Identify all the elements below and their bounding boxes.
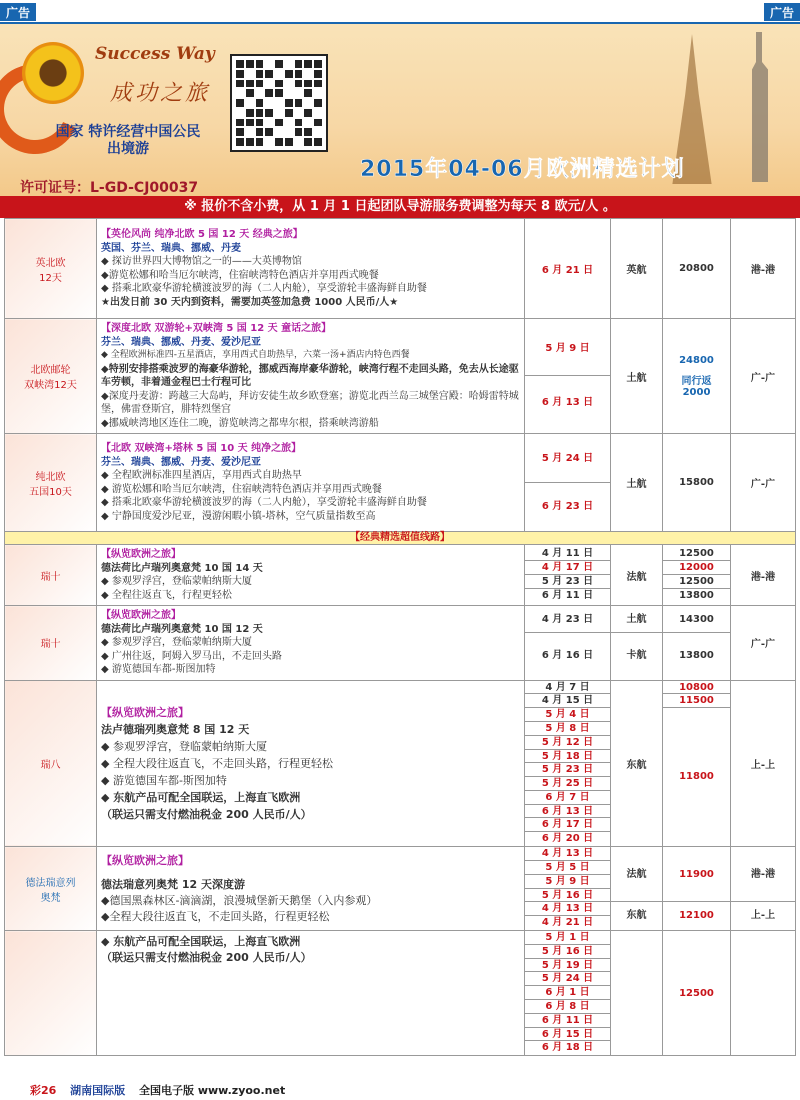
departure-date[interactable]: 6 月 16 日 [541,649,594,661]
airline: 法航 [611,545,663,606]
notice-bar: ※ 报价不含小费，从 1 月 1 日起团队导游服务费调整为每天 8 欧元/人 。 [0,196,800,218]
header-banner [0,24,800,196]
port: 港-港 [731,545,796,606]
license-number: 许可证号：L-GD-CJ00037 [20,180,199,196]
route-countries: 英国、芬兰、瑞典、挪威、丹麦 [101,242,241,254]
brand-en: Success Way [95,44,215,64]
route-countries: 芬兰、瑞典、挪威、丹麦、爱沙尼亚 [101,336,261,348]
table-row[interactable] [5,219,796,319]
price [663,319,731,434]
route-line: ◆ 全程大段往返直飞，不走回头路，行程更轻松 [101,756,333,770]
port: 广-广 [731,434,796,532]
route-line: ◆ 全程往返直飞，行程更轻松 [101,589,232,601]
departure-date[interactable]: 4 月 11 日 [525,547,610,561]
route-line: ◆挪威峡湾地区连住二晚，游览峡湾之都卑尔根，搭乘峡湾游船 [101,417,379,429]
price: 14300 [663,607,730,633]
price: 10800 [663,681,730,695]
route-line: ◆ 广州往返，阿姆入罗马出，不走回头路 [101,650,282,662]
departure-date[interactable]: 4 月 7 日 [525,681,610,695]
departure-date[interactable]: 5 月 4 日 [525,708,610,722]
airlines [611,606,663,681]
prices [663,545,731,606]
airline: 土航 [611,607,662,633]
route-name: 北欧邮轮 双峡湾12天 [5,319,97,434]
ports [731,847,796,931]
route-line: ◆ 游览德国车都-斯图加特 [101,664,216,675]
table-row[interactable] [5,680,796,847]
footer [0,1078,800,1100]
page-number: 彩26 [30,1084,57,1097]
price-value: 24800 [679,354,714,366]
route-line: ◆特别安排搭乘波罗的海豪华游轮，挪威西海岸豪华游轮，峡湾行程不走回头路，免去从长途驱车劳顿，非着通金程巴士行程可比 [101,363,519,388]
departure-date[interactable]: 5 月 25 日 [525,777,610,791]
route-title: 【英伦风尚 纯净北欧 5 国 12 天 经典之旅】 [101,229,303,240]
prices [663,606,731,681]
sunflower-logo-icon [22,42,84,104]
departure-date[interactable]: 5 月 23 日 [525,763,610,777]
airline: 土航 [611,434,663,532]
departure-date[interactable]: 6 月 1 日 [525,986,610,1000]
route-line: ◆德国黑森林区-滴滴湖，浪漫城堡新天鹅堡（入内参观） [101,893,378,907]
route-name: 瑞十 [5,545,97,606]
statue-of-liberty-icon [740,32,780,182]
route-title: 【北欧 双峡湾+塔林 5 国 10 天 纯净之旅】 [101,443,302,454]
price: 12500 [663,575,730,589]
table-row[interactable] [5,545,796,606]
airline: 东航 [611,680,663,847]
route-line: ◆ 游览德国车都-斯图加特 [101,773,227,787]
departure-dates [525,680,611,847]
departure-date[interactable]: 6 月 23 日 [541,500,594,512]
slogan [38,124,218,158]
departure-dates [525,847,611,931]
departure-date[interactable]: 6 月 13 日 [541,397,594,408]
route-line: ◆ 游览松娜和哈当厄尔峡湾，住宿峡湾特色酒店并享用西式晚餐 [101,483,382,495]
route-countries: 德法瑞意列奥梵 12 天深度游 [101,877,245,891]
table-row[interactable] [5,606,796,681]
slogan-line-1: 国家 特许经营中国公民 [55,124,201,140]
price: 11500 [663,694,730,708]
route-line: ◆ 参观罗浮宫，登临蒙帕纳斯大厦 [101,637,252,648]
departure-date[interactable]: 4 月 23 日 [525,607,610,633]
route-line: ★出发日前 30 天内到资料，需要加英签加急费 1000 人民币/人★ [101,296,399,308]
departure-date[interactable]: 6 月 7 日 [525,791,610,805]
route-countries: 德法荷比卢瑞列奥意梵 10 国 12 天 [101,623,263,635]
table-row[interactable] [5,847,796,931]
port: 上-上 [731,680,796,847]
prices [663,680,731,847]
airline: 卡航 [626,649,647,661]
route-line: ◆ 宁静国度爱沙尼亚，漫游闲暇小镇-塔林，空气质量指数至高 [101,510,376,522]
departure-date[interactable]: 4 月 17 日 [525,561,610,575]
route-line: ◆ 参观罗浮宫，登临蒙帕纳斯大厦 [101,576,252,587]
route-name: 纯北欧 五国10天 [5,434,97,532]
departure-dates [525,606,611,681]
route-line: ◆全程大段往返直飞，不走回头路，行程更轻松 [101,909,330,923]
qr-code-icon[interactable] [230,54,328,152]
departure-date[interactable]: 6 月 20 日 [541,833,594,845]
port: 港-港 [731,219,796,319]
port: 港-港 [731,847,795,902]
departure-date[interactable]: 5 月 5 日 [525,861,610,875]
route-line: ◆ 东航产品可配全国联运，上海直飞欧洲 [101,935,301,949]
ad-tag-right: 广告 [764,3,800,21]
departure-date[interactable]: 6 月 11 日 [541,589,594,601]
departure-dates [525,545,611,606]
route-title: 【深度北欧 双游轮+双峡湾 5 国 12 天 童话之旅】 [101,323,332,334]
route-title: 【纵览欧洲之旅】 [101,853,189,867]
route-name: 德法瑞意列 奥梵 [5,847,97,931]
route-desc [97,319,525,434]
port: 上-上 [750,910,776,922]
route-desc [97,219,525,319]
departure-dates [525,931,611,1056]
route-name: 英北欧 12天 [5,219,97,319]
departure-date[interactable]: 4 月 13 日 [525,902,610,916]
table-row[interactable] [5,319,796,434]
departure-date[interactable]: 5 月 12 日 [525,736,610,750]
route-line: ◆ 参观罗浮宫，登临蒙帕纳斯大厦 [101,739,267,753]
port: 广-广 [731,319,796,434]
route-title: 【纵览欧洲之旅】 [101,549,181,560]
plan-title: 2015年04-06月欧洲精选计划 [360,157,685,182]
price: 13800 [679,649,714,661]
departure-dates [525,434,611,532]
route-line: ◆ 搭乘北欧豪华游轮横渡波罗的海（二人内舱），享受游轮丰盛海鲜自助餐 [101,497,427,508]
airline: 英航 [611,219,663,319]
ad-tag-left: 广告 [0,3,36,21]
route-desc [97,680,525,847]
section-divider: 【经典精选超值线路】 [5,532,796,545]
price: 11900 [663,847,730,902]
departure-date[interactable]: 5 月 24 日 [525,435,610,483]
route-line: ◆游览松娜和哈当厄尔峡湾，住宿峡湾特色酒店并享用西式晚餐 [101,269,379,281]
airline: 土航 [611,319,663,434]
departure-date[interactable]: 6 月 18 日 [541,1042,594,1054]
prices [663,847,731,931]
route-desc [97,606,525,681]
departure-date[interactable]: 6 月 8 日 [525,1000,610,1014]
route-name: 瑞十 [5,606,97,681]
departure-date[interactable]: 6 月 21 日 [525,219,611,319]
route-line: ◆ 全程欧洲标准四-五星酒店，享用西式自助热早，六菜一汤+酒店内特色西餐 [101,350,410,360]
table-row[interactable] [5,434,796,532]
airline [611,931,663,1056]
departure-date[interactable]: 4 月 15 日 [525,694,610,708]
departure-date[interactable]: 6 月 11 日 [525,1014,610,1028]
price: 12500 [663,931,731,1056]
route-title: 【纵览欧洲之旅】 [101,610,181,621]
airline: 东航 [626,910,647,922]
route-countries: 德法荷比卢瑞列奥意梵 10 国 14 天 [101,562,263,574]
itinerary-table [4,218,796,1056]
port [731,931,796,1056]
departure-dates [525,319,611,434]
departure-date[interactable]: 5 月 9 日 [525,322,610,376]
route-line: ◆深度丹麦游：跨越三大岛屿，拜访安徒生故乡欧登塞；游览北西兰岛三城堡宫殿：哈姆雷特城堡，佛雷登斯宫，腓特烈堡宫 [101,390,519,415]
price: 12100 [679,910,714,922]
route-desc [97,545,525,606]
price: 12500 [663,547,730,561]
departure-date[interactable]: 5 月 9 日 [525,875,610,889]
website-link[interactable]: 全国电子版 www.zyoo.net [139,1084,286,1097]
departure-date[interactable]: 6 月 13 日 [525,805,610,819]
table-row[interactable] [5,931,796,1056]
departure-date[interactable]: 6 月 17 日 [525,818,610,832]
price: 13800 [679,589,714,601]
price-note: 同行返 2000 [681,375,712,398]
route-line: （联运只需支付燃油税金 200 人民币/人） [101,951,312,965]
departure-date[interactable]: 6 月 15 日 [525,1028,610,1042]
departure-date[interactable]: 5 月 16 日 [525,889,610,903]
departure-date[interactable]: 5 月 1 日 [525,931,610,945]
edition-label: 湖南国际版 [70,1084,126,1097]
route-countries: 法卢德瑞列奥意梵 8 国 12 天 [101,722,250,736]
route-title: 【纵览欧洲之旅】 [101,705,189,719]
departure-date[interactable]: 4 月 13 日 [525,847,610,861]
departure-date[interactable]: 5 月 24 日 [525,972,610,986]
route-name [5,931,97,1056]
departure-date[interactable]: 5 月 18 日 [525,750,610,764]
departure-date[interactable]: 5 月 16 日 [525,945,610,959]
route-desc [97,931,525,1056]
route-line: ◆ 探访世界四大博物馆之一的——大英博物馆 [101,256,302,267]
price: 15800 [663,434,731,532]
brand-cn: 成功之旅 [110,81,211,106]
slogan-line-2: 出境游 [107,141,149,157]
route-name: 瑞八 [5,680,97,847]
price: 12000 [663,561,730,575]
port: 广-广 [731,606,796,681]
departure-date[interactable]: 4 月 21 日 [541,917,594,929]
route-line: （联运只需支付燃油税金 200 人民币/人） [101,807,312,821]
route-line: ◆ 搭乘北欧豪华游轮横渡波罗的海（二人内舱），享受游轮丰盛海鲜自助餐 [101,283,427,294]
airlines [611,847,663,931]
route-desc [97,434,525,532]
route-line: ◆ 东航产品可配全国联运，上海直飞欧洲 [101,790,301,804]
airline: 法航 [611,847,662,902]
route-desc [97,847,525,931]
section-divider-row [5,532,796,545]
price: 20800 [663,219,731,319]
price: 11800 [679,771,714,783]
route-countries: 芬兰、瑞典、挪威、丹麦、爱沙尼亚 [101,456,261,468]
departure-date[interactable]: 5 月 19 日 [525,959,610,973]
route-line: ◆ 全程欧洲标准四星酒店，享用西式自助热早 [101,470,302,481]
departure-date[interactable]: 5 月 8 日 [525,722,610,736]
departure-date[interactable]: 5 月 23 日 [525,575,610,589]
